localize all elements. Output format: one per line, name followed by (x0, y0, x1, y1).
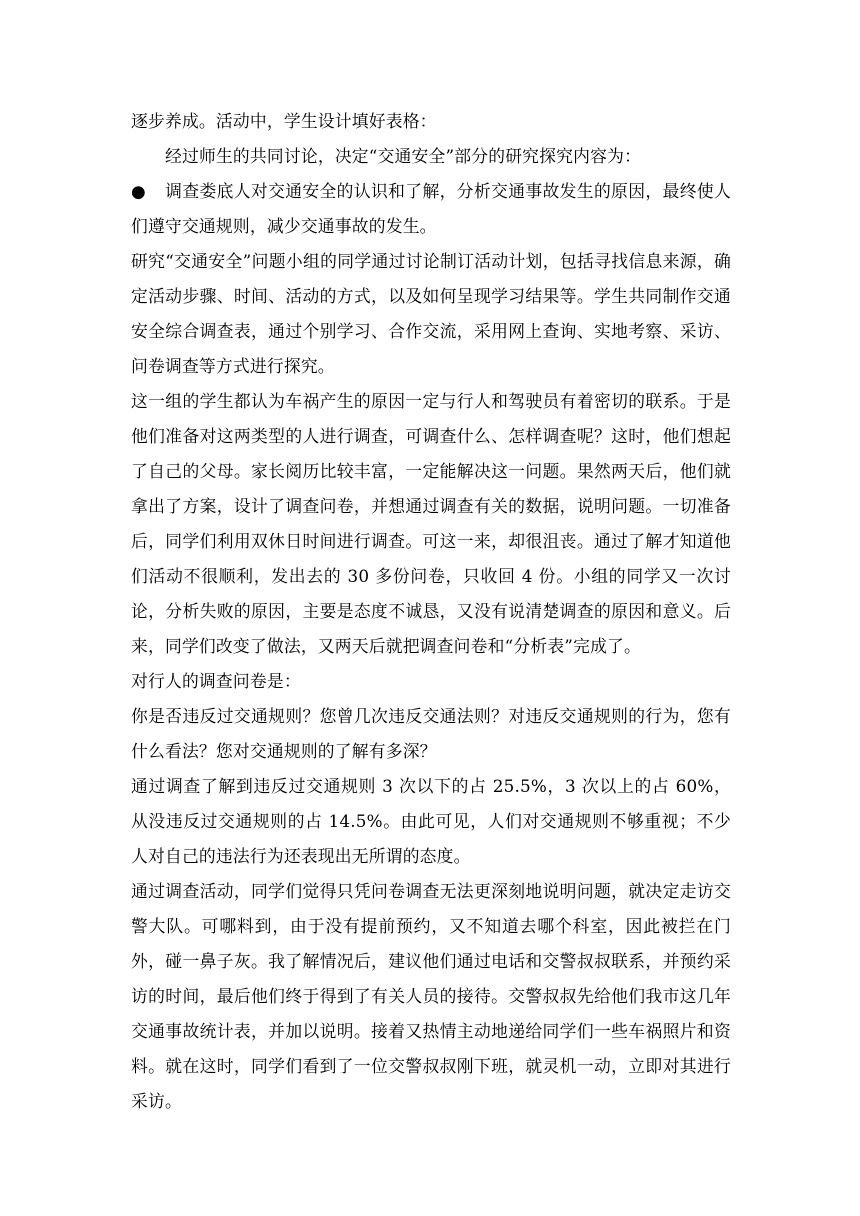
paragraph-1: 逐步养成。活动中，学生设计填好表格： (131, 111, 437, 131)
bullet-paragraph (131, 174, 731, 244)
document-page (131, 104, 731, 1119)
paragraph-5: 这一组的学生都认为车祸产生的原因一定与行人和驾驶员有着密切的联系。于是他们准备对这两类型的人进行调查，可调查什么、怎样调查呢？这时，他们想起了自己的父母。家长阅历比较丰富，一定能解决这一问题。果然两天后，他们就拿出了方案，设计了调查问卷，并想通过调查有关的数据，说明问题。一切准备后，同学们利用双休日时间进行调查。可这一来，却很沮丧。通过了解才知道他们活动不很顺利，发出去的 30 多份问卷，只收回 4 份。小组的同学又一次讨论，分析失败的原因，主要是态度不诚恳，又没有说清楚调查的原因和意义。后来，同学们改变了做法，又两天后就把调查问卷和“分析表”完成了。 (131, 391, 731, 656)
paragraph-8: 通过调查了解到违反过交通规则 3 次以下的占 25.5%，3 次以上的占 60%，从没违反过交通规则的占 14.5%。由此可见，人们对交通规则不够重视；不少人对自己的违法行为还表现出无所谓的态度。 (131, 776, 731, 866)
paragraph-7: 你是否违反过交通规则？您曾几次违反交通法则？对违反交通规则的行为，您有什么看法？您对交通规则的了解有多深？ (131, 706, 731, 761)
paragraph-6: 对行人的调查问卷是： (131, 671, 301, 691)
paragraph-2: 经过师生的共同讨论，决定“交通安全”部分的研究探究内容为： (165, 146, 642, 166)
paragraph-9: 通过调查活动，同学们觉得只凭问卷调查无法更深刻地说明问题，就决定走访交警大队。可哪料到，由于没有提前预约，又不知道去哪个科室，因此被拦在门外，碰一鼻子灰。我了解情况后，建议他们通过电话和交警叔叔联系，并预约采访的时间，最后他们终于得到了有关人员的接待。交警叔叔先给他们我市这几年交通事故统计表，并加以说明。接着又热情主动地递给同学们一些车祸照片和资料。就在这时，同学们看到了一位交警叔叔刚下班，就灵机一动，立即对其进行采访。 (131, 881, 731, 1111)
paragraph-4: 研究“交通安全”问题小组的同学通过讨论制订活动计划，包括寻找信息来源，确定活动步骤、时间、活动的方式，以及如何呈现学习结果等。学生共同制作交通安全综合调查表，通过个别学习、合作交流，采用网上查询、实地考察、采访、问卷调查等方式进行探究。 (131, 251, 731, 376)
bullet-text: 调查娄底人对交通安全的认识和了解，分析交通事故发生的原因，最终使人们遵守交通规则，减少交通事故的发生。 (131, 181, 731, 236)
bullet-icon: ● (131, 181, 146, 201)
